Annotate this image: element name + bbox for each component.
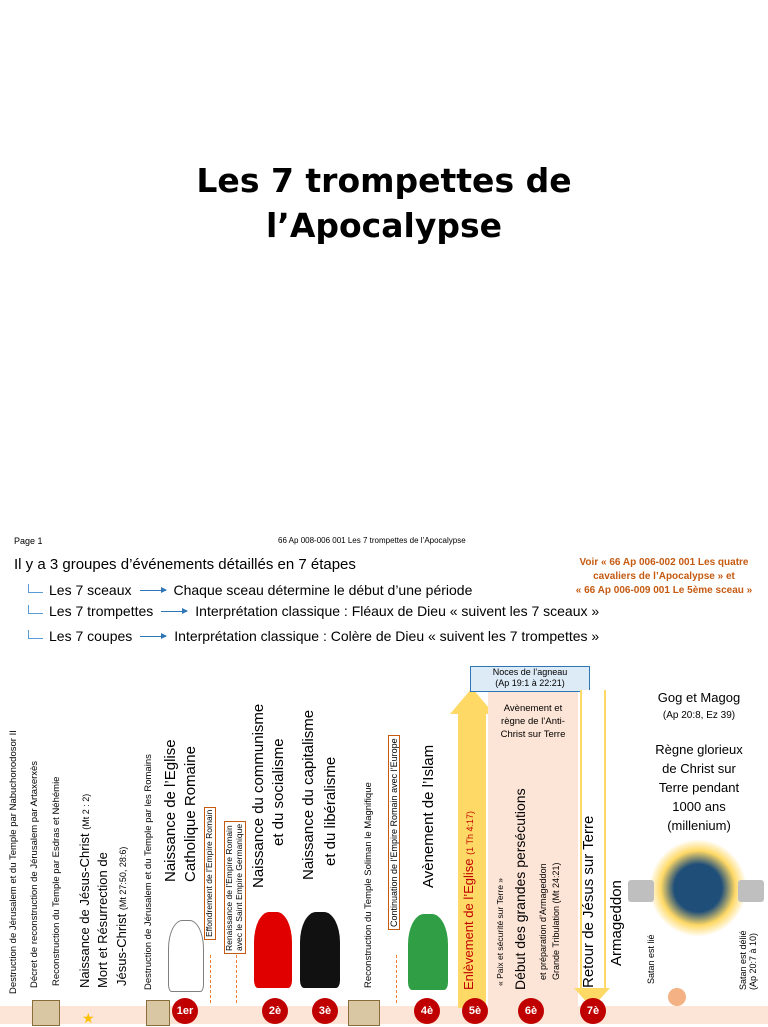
event-jesus-christ — [115, 847, 130, 986]
dashed-marker — [236, 955, 237, 1003]
event-text: Enlèvement de l’Eglise — [461, 858, 476, 990]
group-desc: Chaque sceau détermine le début d’une période — [173, 582, 473, 598]
arrow-right-icon — [140, 590, 166, 591]
title-line-1: Les 7 trompettes de — [196, 161, 572, 200]
intro-text: Il y a 3 groupes d’événements détaillés en 7 étapes — [14, 556, 356, 573]
bracket-icon — [28, 630, 43, 639]
temple-icon — [146, 1000, 170, 1026]
gog-magog-title: Gog et Magog — [657, 690, 741, 705]
see-also-line: Voir « 66 Ap 006-002 001 Les quatre — [579, 557, 749, 568]
antichrist-line: Christ sur Terre — [500, 729, 566, 740]
event-text: Naissance de Jésus-Christ — [77, 833, 92, 988]
page-number: Page 1 — [14, 536, 43, 546]
antichrist-line: règne de l’Anti- — [501, 716, 565, 727]
event-naissance-jesus — [78, 794, 93, 988]
event-nabuchodonosor: Destruction de Jérusalem et du Temple par Nabuchonodosor II — [8, 730, 19, 994]
millenium-text — [620, 740, 768, 835]
white-horse-icon — [168, 920, 204, 992]
trumpet-number-3: 3è — [312, 998, 338, 1024]
event-ref: (Ap 20:7 à 10) — [748, 932, 759, 990]
earth-glow-icon — [650, 840, 746, 936]
event-artaxerxes: Décret de reconstruction de Jérusalem par Artaxerxès — [29, 760, 40, 988]
padlock-icon — [738, 880, 764, 902]
event-tribulation: Grande Tribulation (Mt 24:21) — [551, 862, 561, 980]
millenium-line: (millenium) — [667, 818, 731, 833]
millenium-line: 1000 ans — [672, 799, 726, 814]
see-also-line: « 66 Ap 006-009 001 Le 5ème sceau » — [575, 585, 753, 596]
event-ref: (Mt 2 : 2) — [81, 793, 91, 830]
antichrist-line: Avènement et — [503, 703, 563, 714]
event-persecutions: Début des grandes persécutions — [512, 788, 528, 990]
event-armageddon: Armageddon — [608, 880, 625, 966]
trumpet-number-7: 7è — [580, 998, 606, 1024]
trumpet-number-5: 5è — [462, 998, 488, 1024]
event-renaissance — [224, 821, 246, 954]
bracket-icon — [28, 584, 43, 593]
group-row-coupes — [28, 628, 599, 644]
event-eglise: Naissance de l’Eglise — [162, 739, 179, 882]
trumpet-number-2: 2è — [262, 998, 288, 1024]
event-enlevement — [462, 811, 477, 990]
noces-line: (Ap 19:1 à 22:21) — [495, 678, 565, 688]
temple-icon — [32, 1000, 60, 1026]
event-effondrement: Effondrement de l’Empire Romain — [204, 807, 216, 940]
arrow-right-icon — [161, 611, 187, 612]
title-line-2: l’Apocalypse — [266, 206, 502, 245]
black-horse-icon — [300, 912, 340, 988]
bracket-icon — [28, 605, 43, 614]
event-paix: « Paix et sécurité sur Terre » — [495, 877, 505, 986]
group-row-trompettes — [28, 603, 599, 619]
event-capitalisme: Naissance du capitalisme — [300, 709, 317, 880]
trumpet-number-1: 1er — [172, 998, 198, 1024]
event-destruction-romains: Destruction de Jérusalem et du Temple par les Romains — [143, 754, 154, 990]
see-also-line: cavaliers de l’Apocalypse » et — [593, 571, 735, 582]
millenium-line: de Christ sur — [662, 761, 736, 776]
document-reference: 66 Ap 008-006 001 Les 7 trompettes de l’Apocalypse — [278, 536, 466, 545]
event-communisme: Naissance du communisme — [250, 703, 267, 888]
group-name: Les 7 trompettes — [49, 603, 154, 619]
event-islam: Avènement de l’Islam — [420, 744, 437, 888]
trumpet-number-6: 6è — [518, 998, 544, 1024]
trumpet-number-4: 4è — [414, 998, 440, 1024]
event-soliman: Reconstruction du Temple Soliman le Magnifique — [363, 782, 374, 988]
event-catholique: Catholique Romaine — [182, 746, 199, 882]
event-text: Satan est délié — [738, 930, 748, 990]
event-text: Renaissance de l’Empire Romain — [224, 825, 234, 951]
red-horse-icon — [254, 912, 292, 988]
millenium-line: Règne glorieux — [655, 742, 743, 757]
event-text: avec le Saint Empire Germanique — [233, 823, 244, 951]
event-mort-resurrection: Mort et Résurrection de — [95, 852, 110, 988]
dashed-marker — [396, 955, 397, 1003]
arrow-right-icon — [140, 636, 166, 637]
event-armageddon-prep: et préparation d’Armageddon — [538, 863, 548, 980]
event-liberalisme: et du libéralisme — [322, 756, 339, 866]
event-socialisme: et du socialisme — [270, 738, 287, 846]
event-text: Jésus-Christ — [114, 913, 129, 986]
noces-line: Noces de l’agneau — [492, 667, 568, 677]
gog-magog-ref: (Ap 20:8, Ez 39) — [662, 710, 736, 721]
group-name: Les 7 sceaux — [49, 582, 132, 598]
explosion-icon — [668, 988, 686, 1006]
temple-icon — [348, 1000, 380, 1026]
pale-horse-icon — [408, 914, 448, 990]
millenium-line: Terre pendant — [658, 780, 740, 795]
group-desc: Interprétation classique : Fléaux de Dieu « suivent les 7 sceaux » — [195, 603, 600, 619]
event-ref: (1 Th 4:17) — [465, 810, 475, 855]
event-esdras: Reconstruction du Temple par Esdras et Néhémie — [51, 776, 62, 986]
group-row-sceaux — [28, 582, 472, 598]
antichrist-text — [488, 702, 578, 741]
event-satan-delie — [738, 930, 759, 990]
event-satan-lie: Satan est lié — [646, 934, 656, 984]
padlock-icon — [628, 880, 654, 902]
page-title — [0, 158, 768, 248]
group-name: Les 7 coupes — [49, 628, 133, 644]
event-ref: (Mt 27:50, 28:6) — [118, 846, 128, 911]
timeline-band — [0, 1006, 768, 1024]
event-retour: Retour de Jésus sur Terre — [580, 815, 597, 988]
event-europe: Continuation de l’Empire Romain avec l’Europe — [388, 735, 400, 930]
see-also-note — [560, 556, 768, 598]
dashed-marker — [210, 955, 211, 1003]
noces-label — [470, 666, 590, 692]
group-desc: Interprétation classique : Colère de Dieu « suivent les 7 trompettes » — [174, 628, 600, 644]
star-icon: ★ — [82, 1010, 95, 1026]
